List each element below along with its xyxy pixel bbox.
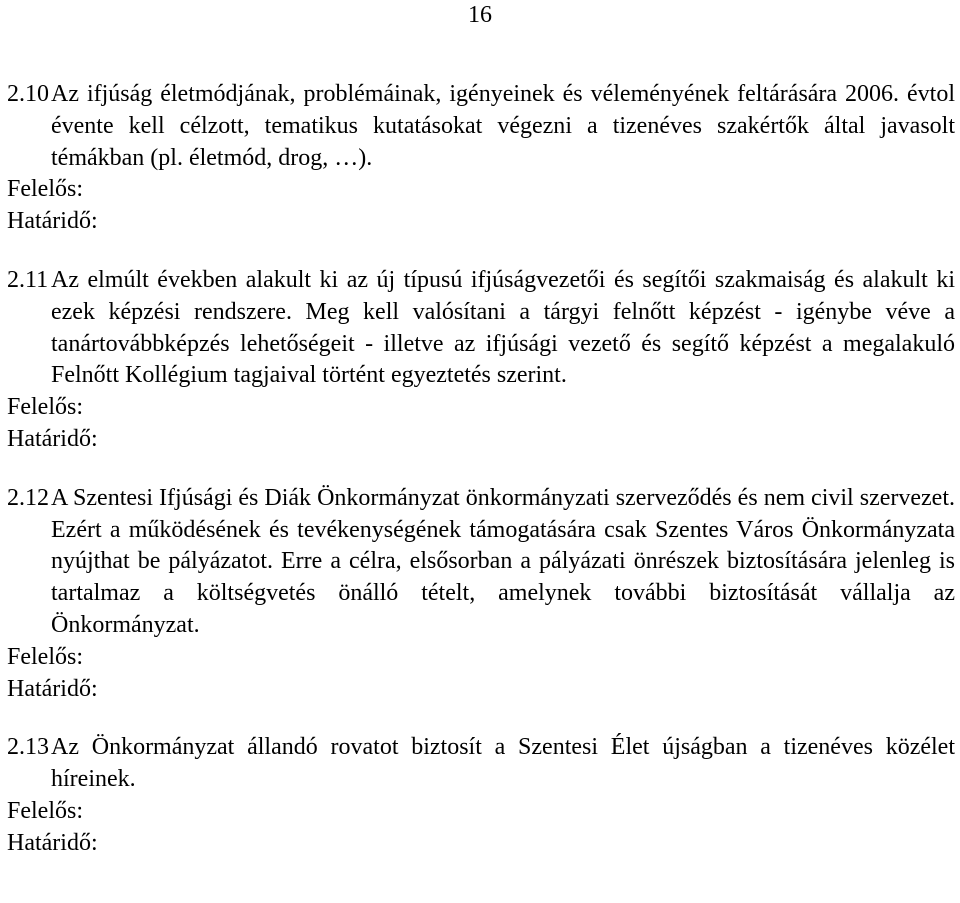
deadline-label: Határidő: [7,829,98,856]
section-number: 2.12 [7,484,49,511]
section-paragraph [7,79,955,174]
section-text: Az Önkormányzat állandó rovatot biztosít a Szentesi Élet újságban a tizenéves közélet híreinek. [51,734,955,793]
section-paragraph [7,732,955,796]
responsible-label: Felelős: [7,176,83,203]
section-number: 2.13 [7,734,49,761]
document-body [7,79,955,860]
section-2-13 [7,732,955,859]
deadline-label: Határidő: [7,675,98,702]
responsible-label: Felelős: [7,797,83,824]
section-gap [7,238,955,265]
section-paragraph [7,483,955,642]
section-text: Az ifjúság életmódjának, problémáinak, igényeinek és véleményének feltárására 2006. évtol évente kell célzott, tematikus kutatásokat végezni a tizenéves szakértők által javasolt témákban (pl. életmód, drog, …). [51,81,955,171]
section-paragraph [7,265,955,392]
section-number: 2.10 [7,81,49,107]
section-number: 2.11 [7,266,49,293]
section-gap [7,456,955,483]
section-text: A Szentesi Ifjúsági és Diák Önkormányzat önkormányzati szerveződés és nem civil szervezet. Ezért a működésének és tevékenységének támogatására csak Szentes Város Önkormányzata nyújthat be pályázatot. Erre a célra, elsősorban a pályázati önrészek biztosítására jelenleg is tartalmaz a költségvetés önálló tételt, amelynek további biztosítását vállalja az Önkormányzat. [51,484,955,638]
deadline-label: Határidő: [7,208,98,235]
deadline-label: Határidő: [7,425,98,452]
responsible-label: Felelős: [7,394,83,421]
section-2-11 [7,265,955,456]
section-2-12 [7,483,955,706]
page-number: 16 [468,2,492,28]
section-text: Az elmúlt években alakult ki az új típusú ifjúságvezetői és segítői szakmaiság és alakult ki ezek képzési rendszere. Meg kell valósítani a tárgyi felnőtt képzést - igénybe véve a tanártovábbképzés lehetőségeit - illetve az ifjúsági vezető és segítő képzést a megalakuló Felnőtt Kollégium tagjaival történt egyeztetés szerint. [51,266,955,389]
responsible-label: Felelős: [7,643,83,670]
section-gap [7,705,955,732]
section-2-10 [7,79,955,238]
